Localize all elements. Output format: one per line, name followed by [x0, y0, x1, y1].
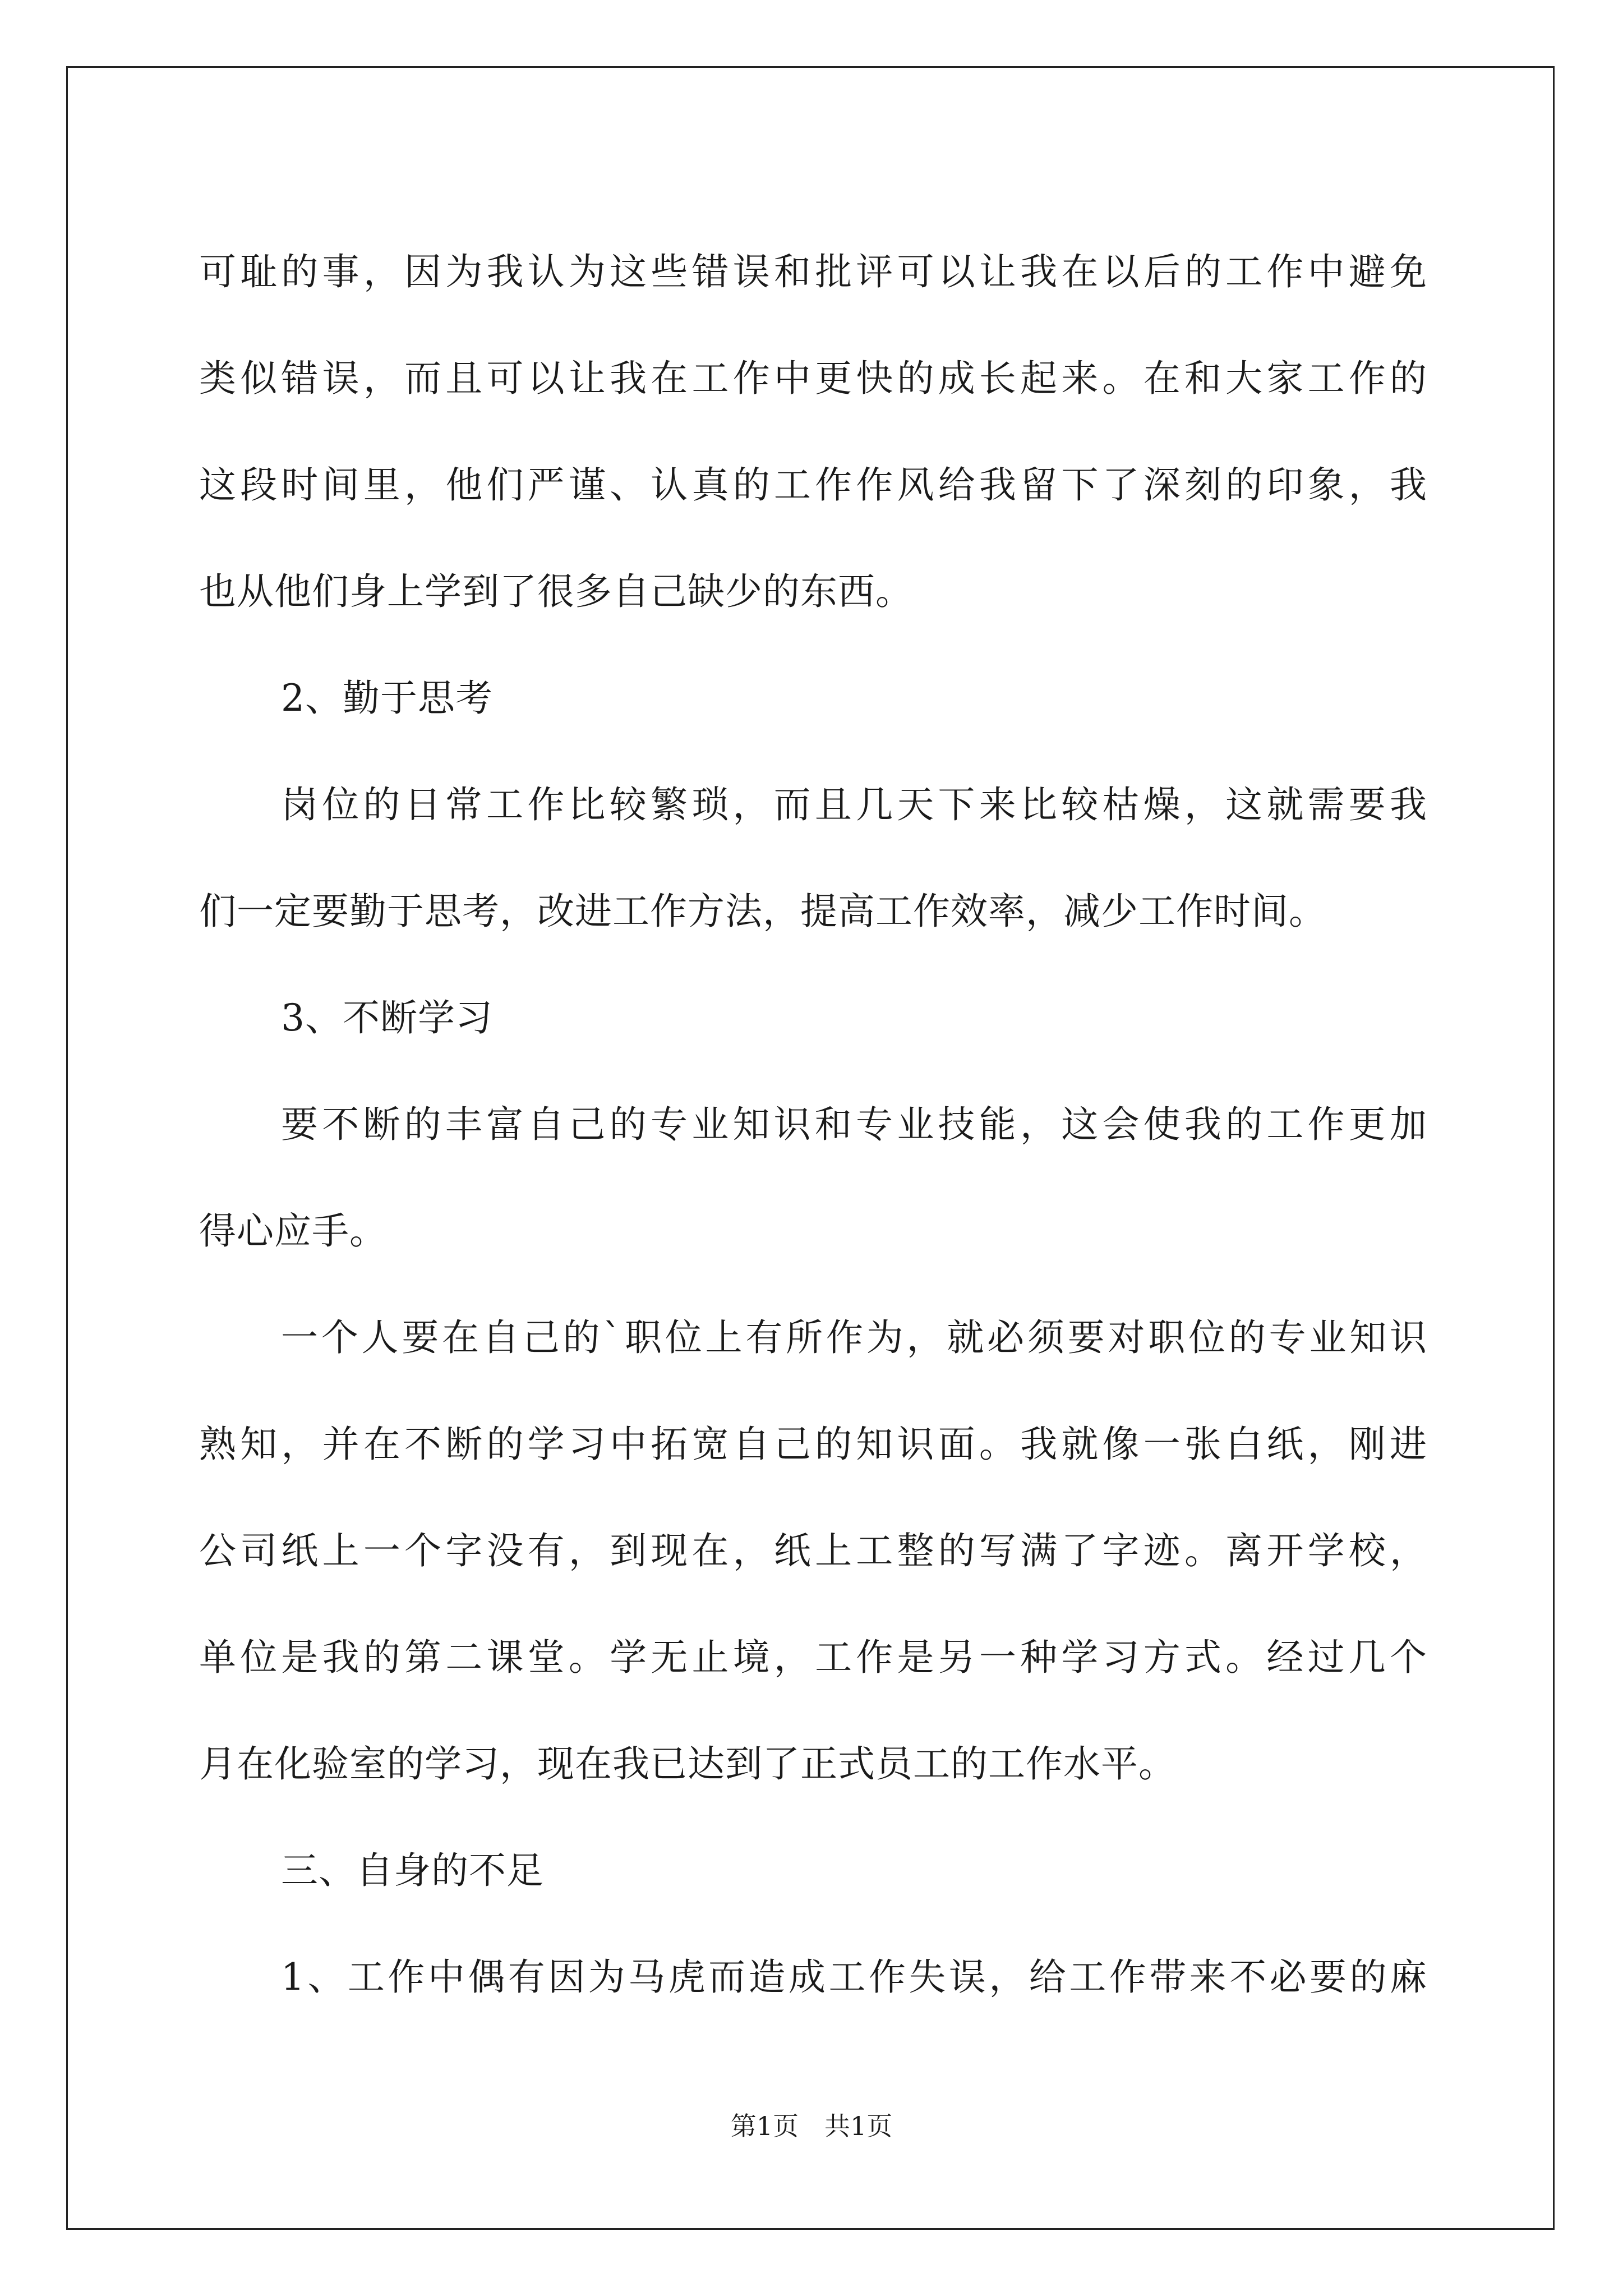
- text-line: 岗位的日常工作比较繁琐，而且几天下来比较枯燥，这就需要我: [281, 783, 1427, 826]
- text-line: 类似错误，而且可以让我在工作中更快的成长起来。在和大家工作的: [199, 357, 1427, 400]
- text-line: 得心应手。: [199, 1209, 387, 1253]
- text-line: 月在化验室的学习，现在我已达到了正式员工的工作水平。: [199, 1742, 1176, 1786]
- text-line: 公司纸上一个字没有，到现在，纸上工整的写满了字迹。离开学校，: [199, 1529, 1427, 1572]
- text-line: 一个人要在自己的`职位上有所作为，就必须要对职位的专业知识: [281, 1316, 1427, 1359]
- text-line: 要不断的丰富自己的专业知识和专业技能，这会使我的工作更加: [281, 1103, 1427, 1146]
- text-line: 熟知，并在不断的学习中拓宽自己的知识面。我就像一张白纸，刚进: [199, 1423, 1427, 1466]
- text-line: 1、工作中偶有因为马虎而造成工作失误，给工作带来不必要的麻: [281, 1955, 1427, 1999]
- section-heading: 2、勤于思考: [281, 677, 493, 720]
- page-number: 第1页: [730, 2111, 799, 2141]
- document-body: [199, 219, 1427, 2031]
- text-line: 可耻的事，因为我认为这些错误和批评可以让我在以后的工作中避免: [199, 250, 1427, 293]
- page-total: 共1页: [824, 2111, 893, 2141]
- text-line: 们一定要勤于思考，改进工作方法，提高工作效率，减少工作时间。: [199, 890, 1326, 933]
- section-heading: 三、自身的不足: [281, 1849, 544, 1892]
- text-line: 单位是我的第二课堂。学无止境，工作是另一种学习方式。经过几个: [199, 1636, 1427, 1679]
- page-footer: [0, 2109, 1623, 2143]
- text-line: 这段时间里，他们严谨、认真的工作作风给我留下了深刻的印象，我: [199, 463, 1427, 507]
- section-heading: 3、不断学习: [281, 996, 493, 1039]
- text-line: 也从他们身上学到了很多自己缺少的东西。: [199, 570, 913, 613]
